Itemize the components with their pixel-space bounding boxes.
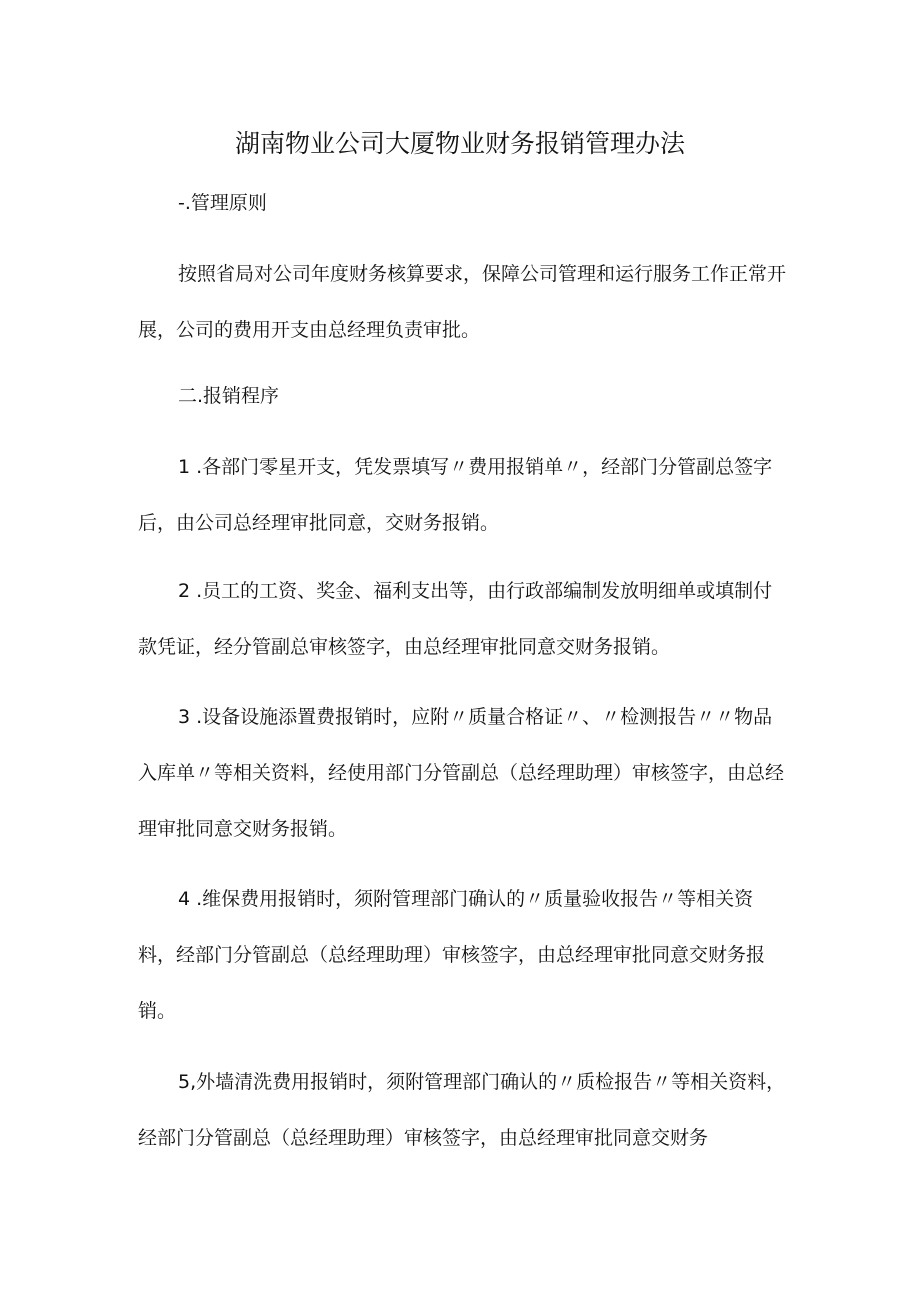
procedure-item-3: 3 .设备设施添置费报销时，应附〃质量合格证〃、〃检测报告〃〃物品入库单〃等相关资料，经使用部门分管副总（总经理助理）审核签字，由总经理审批同意交财务报销。 [138,706,785,840]
section-heading-principles: -.管理原则 [178,192,267,214]
procedure-item-4: 4 .维保费用报销时，须附管理部门确认的〃质量验收报告〃等相关资料，经部门分管副总（总经理助理）审核签字，由总经理审批同意交财务报销。 [138,888,766,1022]
document-title: 湖南物业公司大厦物业财务报销管理办法 [234,129,685,158]
procedure-item-5: 5,外墙清洗费用报销时，须附管理部门确认的〃质检报告〃等相关资料，经部门分管副总（总经理助理）审核签字，由总经理审批同意交财务 [138,1071,786,1149]
paragraph-principles: 按照省局对公司年度财务核算要求，保障公司管理和运行服务工作正常开展，公司的费用开支由总经理负责审批。 [138,263,787,341]
procedure-item-1: 1 .各部门零星开支，凭发票填写〃费用报销单〃，经部门分管副总签字后，由公司总经理审批同意，交财务报销。 [138,456,773,534]
section-heading-procedure: 二.报销程序 [178,385,280,407]
procedure-item-2: 2 .员工的工资、奖金、福利支出等，由行政部编制发放明细单或填制付款凭证，经分管副总审核签字，由总经理审批同意交财务报销。 [138,580,773,658]
